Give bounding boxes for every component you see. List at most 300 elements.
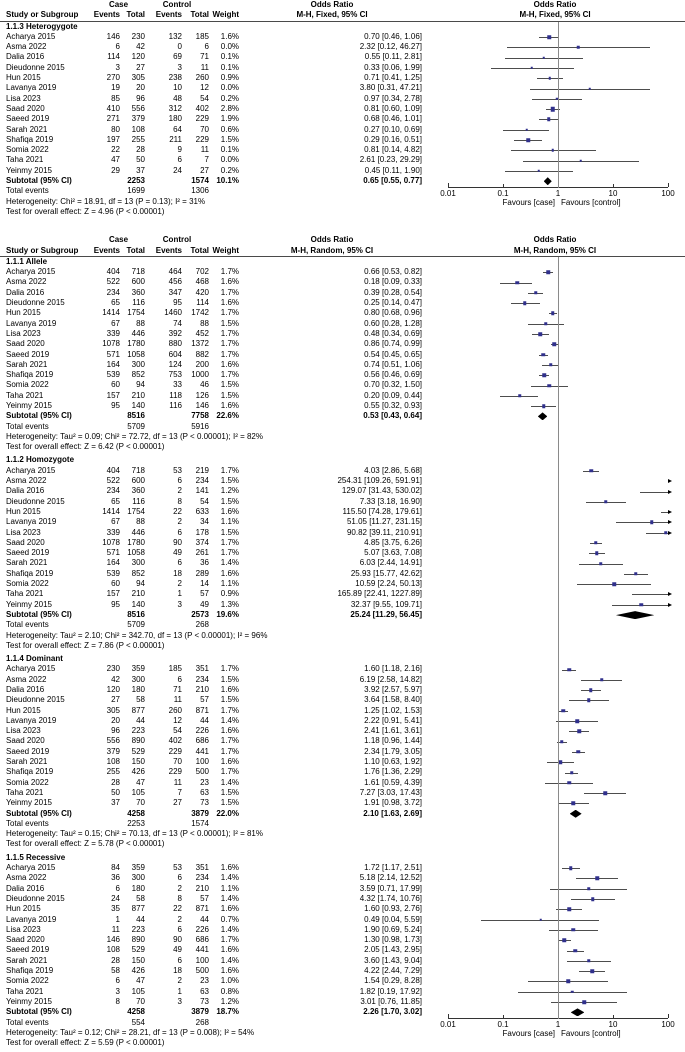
control-total: 146 (195, 400, 209, 410)
case-events: 1078 (102, 339, 120, 349)
weight-value: 1.2% (220, 486, 239, 496)
odds-ratio-ci-text: 0.18 [0.09, 0.33] (364, 277, 422, 287)
ci-plot-cell (425, 63, 685, 73)
effect-marker (525, 128, 528, 131)
ci-plot-cell (425, 664, 685, 674)
control-total: 871 (195, 705, 209, 715)
control-events: 3 (177, 599, 182, 609)
no-effect-line (558, 257, 559, 1019)
case-total: 426 (131, 767, 145, 777)
effect-marker (547, 118, 551, 122)
figure-spacer (0, 217, 685, 235)
odds-ratio-ci-text: 90.82 [39.11, 210.91] (346, 527, 422, 537)
control-total: 500 (195, 767, 209, 777)
subtotal-ci-text: 0.65 [0.55, 0.77] (363, 176, 422, 186)
control-total: 374 (195, 537, 209, 547)
control-events: 2 (177, 579, 182, 589)
case-events: 404 (106, 465, 120, 475)
effect-marker (589, 87, 592, 90)
control-events: 12 (173, 715, 182, 725)
control-total: 23 (200, 976, 209, 986)
subgroup-title: 1.1.4 Dominant (6, 654, 63, 664)
study-name: Sarah 2021 (6, 124, 48, 134)
case-total: 180 (131, 883, 145, 893)
weight-value: 1.7% (220, 736, 239, 746)
control-total: 63 (200, 986, 209, 996)
case-total: 600 (131, 476, 145, 486)
subtotal-row (0, 809, 685, 819)
control-events: 18 (173, 966, 182, 976)
study-row (0, 548, 685, 558)
odds-ratio-ci-text: 2.61 [0.23, 29.29] (359, 155, 422, 165)
subtotal-weight: 19.6% (216, 609, 239, 619)
study-row (0, 706, 685, 716)
subgroup-title-row (0, 654, 685, 664)
case-events: 305 (106, 705, 120, 715)
stats-text-row (0, 442, 685, 452)
axis-tick-label: 0.1 (497, 189, 509, 198)
ci-plot-cell (425, 873, 685, 883)
control-events: 6 (177, 873, 182, 883)
ci-line (632, 594, 668, 595)
case-total: 140 (131, 599, 145, 609)
axis-tick (668, 1014, 669, 1018)
ci-plot-cell (425, 757, 685, 767)
figure-body (0, 257, 685, 1049)
study-row (0, 339, 685, 349)
stats-text: Heterogeneity: Tau² = 0.12; Chi² = 28.21, df = 13 (P = 0.008); I² = 54% (6, 1027, 255, 1037)
ci-plot-cell (425, 391, 685, 401)
control-total: 11 (200, 145, 209, 155)
ci-plot-cell (425, 716, 685, 726)
odds-ratio-ci-text: 0.48 [0.34, 0.69] (364, 328, 422, 338)
case-events: 28 (111, 777, 120, 787)
effect-marker (538, 170, 541, 173)
effect-marker (562, 709, 566, 713)
ci-plot-cell (425, 579, 685, 589)
study-row (0, 925, 685, 935)
case-events: 65 (111, 496, 120, 506)
total-events-label: Total events (6, 421, 49, 431)
study-row (0, 685, 685, 695)
axis-tick-label: 0.01 (440, 189, 456, 198)
study-name: Lavanya 2019 (6, 318, 57, 328)
control-total: 871 (195, 904, 209, 914)
odds-ratio-ci-text: 0.97 [0.34, 2.78] (364, 93, 422, 103)
study-row (0, 94, 685, 104)
axis-tick (668, 183, 669, 187)
case-total: 223 (131, 726, 145, 736)
axis-tick-label: 1 (555, 1020, 561, 1030)
weight-value: 0.2% (220, 165, 239, 175)
ci-plot-cell (425, 104, 685, 114)
case-events: 157 (106, 390, 120, 400)
case-events: 36 (111, 873, 120, 883)
odds-ratio-ci-text: 4.85 [3.75, 6.26] (364, 537, 422, 547)
effect-marker (570, 771, 574, 775)
study-name: Sarah 2021 (6, 757, 48, 767)
odds-ratio-ci-text: 7.33 [3.18, 16.90] (359, 496, 422, 506)
study-row (0, 747, 685, 757)
ci-plot-cell (425, 600, 685, 610)
case-events: 95 (111, 400, 120, 410)
control-total: 54 (200, 93, 209, 103)
odds-ratio-ci-text: 2.32 [0.12, 46.27] (359, 42, 422, 52)
odds-ratio-ci-text: 1.90 [0.69, 5.24] (364, 924, 422, 934)
weight-value: 1.5% (220, 476, 239, 486)
case-total: 210 (131, 390, 145, 400)
control-total: 882 (195, 349, 209, 359)
ci-plot-cell (425, 675, 685, 685)
ci-plot-cell (425, 778, 685, 788)
total-events-label: Total events (6, 818, 49, 828)
ci-plot-cell (425, 798, 685, 808)
case-events: 379 (106, 746, 120, 756)
control-events: 6 (177, 674, 182, 684)
odds-ratio-ci-text: 51.05 [11.27, 231.15] (346, 517, 422, 527)
control-total: 34 (200, 517, 209, 527)
effect-marker (577, 730, 581, 734)
study-row (0, 476, 685, 486)
control-events: 6 (177, 924, 182, 934)
subtotal-label: Subtotal (95% CI) (6, 1007, 72, 1017)
odds-ratio-ci-text: 1.76 [1.36, 2.29] (364, 767, 422, 777)
study-name: Taha 2021 (6, 390, 44, 400)
study-column-header: Study or Subgroup (6, 245, 79, 255)
study-row (0, 466, 685, 476)
subtotal-diamond (538, 412, 547, 420)
effect-marker (613, 582, 617, 586)
weight-column-header: Weight (212, 245, 239, 255)
control-total: 141 (195, 486, 209, 496)
total-events-control: 268 (195, 620, 209, 630)
case-events: 28 (111, 955, 120, 965)
stats-text: Heterogeneity: Tau² = 0.15; Chi² = 70.13, df = 13 (P < 0.00001); I² = 81% (6, 829, 263, 839)
effect-marker (604, 500, 608, 504)
study-row (0, 380, 685, 390)
control-events: 49 (173, 945, 182, 955)
case-total: 300 (131, 674, 145, 684)
case-events: 556 (106, 736, 120, 746)
control-total: 100 (195, 757, 209, 767)
study-name: Dieudonne 2015 (6, 893, 65, 903)
study-name: Acharya 2015 (6, 863, 56, 873)
subtotal-weight: 22.0% (216, 808, 239, 818)
weight-value: 1.7% (220, 746, 239, 756)
odds-ratio-ci-text: 0.56 [0.46, 0.69] (364, 370, 422, 380)
method-plot-header: M-H, Fixed, 95% CI (519, 10, 591, 20)
subtotal-ci-text: 2.26 [1.70, 3.02] (363, 1007, 422, 1017)
study-name: Lisa 2023 (6, 924, 41, 934)
effect-marker (515, 281, 519, 285)
case-events: 80 (111, 124, 120, 134)
case-total: 105 (131, 787, 145, 797)
header-group-row (0, 0, 685, 10)
control-total: 57 (200, 695, 209, 705)
study-name: Somia 2022 (6, 380, 49, 390)
subtotal-control-total: 3879 (191, 1007, 209, 1017)
subgroup-title: 1.1.5 Recessive (6, 852, 66, 862)
effect-marker (600, 678, 604, 682)
effect-marker (599, 562, 603, 566)
stats-text: Test for overall effect: Z = 5.78 (P < 0.00001) (6, 839, 165, 849)
case-total: 116 (132, 298, 145, 308)
ci-overflow-arrow-icon (668, 592, 672, 596)
study-row (0, 589, 685, 599)
control-events: 27 (173, 798, 182, 808)
study-name: Acharya 2015 (6, 267, 56, 277)
case-total: 28 (136, 145, 145, 155)
control-total: 402 (195, 103, 209, 113)
effect-marker (577, 46, 580, 49)
control-total: 14 (200, 579, 209, 589)
odds-ratio-ci-text: 0.66 [0.53, 0.82] (364, 267, 422, 277)
ci-overflow-arrow-icon (668, 479, 672, 483)
effect-marker (594, 541, 598, 545)
study-row (0, 736, 685, 746)
weight-value: 1.7% (220, 349, 239, 359)
weight-value: 1.6% (220, 277, 239, 287)
ci-plot-cell (425, 747, 685, 757)
axis-tick-label: 0.01 (440, 1020, 456, 1030)
odds-ratio-ci-text: 3.01 [0.76, 11.85] (360, 996, 422, 1006)
ci-plot-cell (425, 548, 685, 558)
effect-marker (539, 332, 543, 336)
control-events: 880 (168, 339, 182, 349)
case-events: 339 (106, 527, 120, 537)
effect-marker (567, 908, 571, 912)
study-row (0, 486, 685, 496)
subtotal-control-total: 3879 (191, 808, 209, 818)
effect-marker (577, 750, 581, 754)
weight-value: 1.7% (220, 328, 239, 338)
control-total: 686 (195, 736, 209, 746)
control-events: 2 (177, 883, 182, 893)
control-total: 73 (200, 798, 209, 808)
study-name: Yeinmy 2015 (6, 798, 52, 808)
odds-ratio-ci-text: 1.60 [0.93, 2.76] (364, 904, 422, 914)
case-total: 1058 (127, 349, 145, 359)
study-name: Sarah 2021 (6, 359, 48, 369)
odds-ratio-ci-text: 0.71 [0.41, 1.25] (364, 73, 422, 83)
ci-plot-cell (425, 935, 685, 945)
odds-ratio-ci-text: 0.74 [0.51, 1.06] (364, 359, 422, 369)
odds-ratio-ci-text: 0.55 [0.32, 0.93] (364, 400, 422, 410)
ci-plot-cell (425, 695, 685, 705)
subtotal-row (0, 176, 685, 186)
study-name: Somia 2022 (6, 777, 49, 787)
odds-ratio-ci-text: 1.60 [1.18, 2.16] (364, 664, 422, 674)
case-events: 11 (111, 924, 120, 934)
study-name: Saeed 2019 (6, 945, 50, 955)
odds-ratio-ci-text: 1.72 [1.17, 2.51] (364, 863, 422, 873)
effect-marker (560, 740, 564, 744)
ci-plot-cell (425, 507, 685, 517)
control-total: 73 (200, 996, 209, 1006)
stats-text-row (0, 829, 685, 839)
control-total-column-header: Total (190, 245, 209, 255)
study-row (0, 798, 685, 808)
study-name: Acharya 2015 (6, 465, 56, 475)
effect-marker (587, 887, 591, 891)
weight-value: 1.6% (220, 685, 239, 694)
subtotal-diamond (616, 611, 654, 619)
weight-value: 0.1% (220, 62, 239, 72)
control-events-column-header: Events (155, 10, 182, 20)
case-events: 571 (106, 548, 120, 558)
odds-ratio-ci-text: 4.03 [2.86, 5.68] (364, 465, 422, 475)
weight-value: 0.0% (220, 42, 239, 52)
weight-value: 1.7% (220, 339, 239, 349)
control-events: 456 (168, 277, 182, 287)
effect-marker (559, 760, 563, 764)
axis-tick (503, 184, 504, 187)
control-events: 229 (168, 767, 182, 777)
case-total: 50 (136, 155, 145, 165)
control-events: 3 (177, 62, 182, 72)
study-name: Dalia 2016 (6, 486, 45, 496)
study-row (0, 894, 685, 904)
weight-value: 1.4% (220, 924, 239, 934)
study-name: Hun 2015 (6, 904, 41, 914)
study-row (0, 956, 685, 966)
weight-value: 0.0% (220, 83, 239, 93)
weight-value: 1.5% (220, 527, 239, 537)
weight-value: 1.5% (220, 674, 239, 684)
control-total: 126 (195, 390, 209, 400)
control-events: 18 (173, 568, 182, 578)
case-events: 35 (111, 904, 120, 914)
study-row (0, 63, 685, 73)
control-events: 69 (173, 52, 182, 62)
weight-value: 1.7% (220, 465, 239, 475)
total-events-control: 1574 (191, 818, 209, 828)
control-events: 6 (177, 955, 182, 965)
case-total: 120 (131, 52, 145, 62)
control-events: 90 (173, 537, 182, 547)
effect-marker (553, 343, 557, 347)
axis-tick (448, 183, 449, 187)
control-total: 420 (195, 287, 209, 297)
study-name: Sarah 2021 (6, 558, 48, 568)
weight-value: 1.5% (220, 134, 239, 144)
control-total: 114 (196, 298, 209, 308)
total-events-control: 268 (195, 1017, 209, 1027)
odds-ratio-ci-text: 0.39 [0.28, 0.54] (364, 287, 422, 297)
odds-ratio-ci-text: 3.60 [1.43, 9.04] (364, 955, 422, 965)
control-events: 6 (177, 155, 182, 165)
study-row (0, 166, 685, 176)
study-name: Saad 2020 (6, 736, 45, 746)
case-events: 120 (106, 685, 120, 694)
control-total: 63 (200, 787, 209, 797)
weight-value: 0.2% (220, 93, 239, 103)
control-total: 468 (195, 277, 209, 287)
control-events: 185 (168, 664, 182, 674)
odds-ratio-ci-text: 0.54 [0.45, 0.65] (364, 349, 422, 359)
odds-ratio-ci-text: 0.70 [0.32, 1.50] (364, 380, 422, 390)
ci-plot-cell (425, 476, 685, 486)
header-group-row (0, 235, 685, 245)
subtotal-control-total: 2573 (191, 609, 209, 619)
control-total: 686 (195, 935, 209, 945)
case-total: 58 (136, 695, 145, 705)
odds-ratio-ci-text: 1.18 [0.96, 1.44] (364, 736, 422, 746)
ci-plot-cell (425, 125, 685, 135)
effect-marker (583, 1000, 587, 1004)
case-total: 1780 (127, 537, 145, 547)
odds-ratio-ci-text: 1.82 [0.19, 17.92] (359, 986, 422, 996)
odds-ratio-ci-text: 1.30 [0.98, 1.73] (364, 935, 422, 945)
case-events: 96 (111, 726, 120, 736)
case-total: 556 (131, 103, 145, 113)
effect-marker (527, 138, 531, 142)
case-events: 1 (115, 914, 120, 924)
effect-marker (572, 802, 576, 806)
ci-plot-cell (425, 706, 685, 716)
control-events: 347 (168, 287, 182, 297)
ci-plot-cell (425, 538, 685, 548)
weight-value: 1.6% (220, 359, 239, 369)
case-events: 1414 (102, 506, 120, 516)
study-name: Shafiqa 2019 (6, 370, 54, 380)
weight-value: 1.1% (220, 579, 239, 589)
case-events: 271 (106, 114, 120, 124)
case-events: 522 (106, 277, 120, 287)
case-events: 27 (111, 695, 120, 705)
odds-ratio-ci-text: 4.22 [2.44, 7.29] (364, 966, 422, 976)
study-row (0, 370, 685, 380)
effect-marker (580, 159, 583, 162)
case-total: 300 (131, 558, 145, 568)
case-events: 67 (111, 318, 120, 328)
ci-plot-cell (425, 350, 685, 360)
control-events: 7 (177, 787, 182, 797)
study-row (0, 695, 685, 705)
effect-marker (546, 271, 550, 275)
study-name: Yeinmy 2015 (6, 400, 52, 410)
control-total: 200 (195, 359, 209, 369)
axis-tick-label: 10 (608, 189, 618, 198)
ci-plot-cell (425, 401, 685, 411)
control-total: 500 (195, 966, 209, 976)
case-events: 3 (115, 986, 120, 996)
effect-marker (596, 877, 600, 881)
control-total: 44 (200, 914, 209, 924)
weight-value: 1.6% (220, 945, 239, 955)
odds-ratio-ci-text: 165.89 [22.41, 1227.89] (337, 589, 422, 599)
case-total: 852 (131, 370, 145, 380)
study-name: Acharya 2015 (6, 664, 56, 674)
study-row (0, 135, 685, 145)
case-events-column-header: Events (93, 245, 120, 255)
effect-marker (572, 928, 576, 932)
ci-overflow-arrow-icon (668, 531, 672, 535)
control-total: 260 (195, 73, 209, 83)
ci-plot-cell (425, 736, 685, 746)
case-events: 230 (106, 664, 120, 674)
odds-ratio-ci-text: 3.59 [0.71, 17.99] (359, 883, 422, 893)
control-total: 1742 (191, 308, 209, 318)
control-events: 2 (177, 976, 182, 986)
stats-text-row (0, 839, 685, 849)
subtotal-case-total: 4258 (127, 808, 145, 818)
odds-ratio-plot-title: Odds Ratio (533, 0, 577, 9)
case-total: 44 (136, 914, 145, 924)
study-row (0, 32, 685, 42)
weight-value: 1.3% (220, 599, 239, 609)
weight-value: 1.6% (220, 298, 239, 308)
